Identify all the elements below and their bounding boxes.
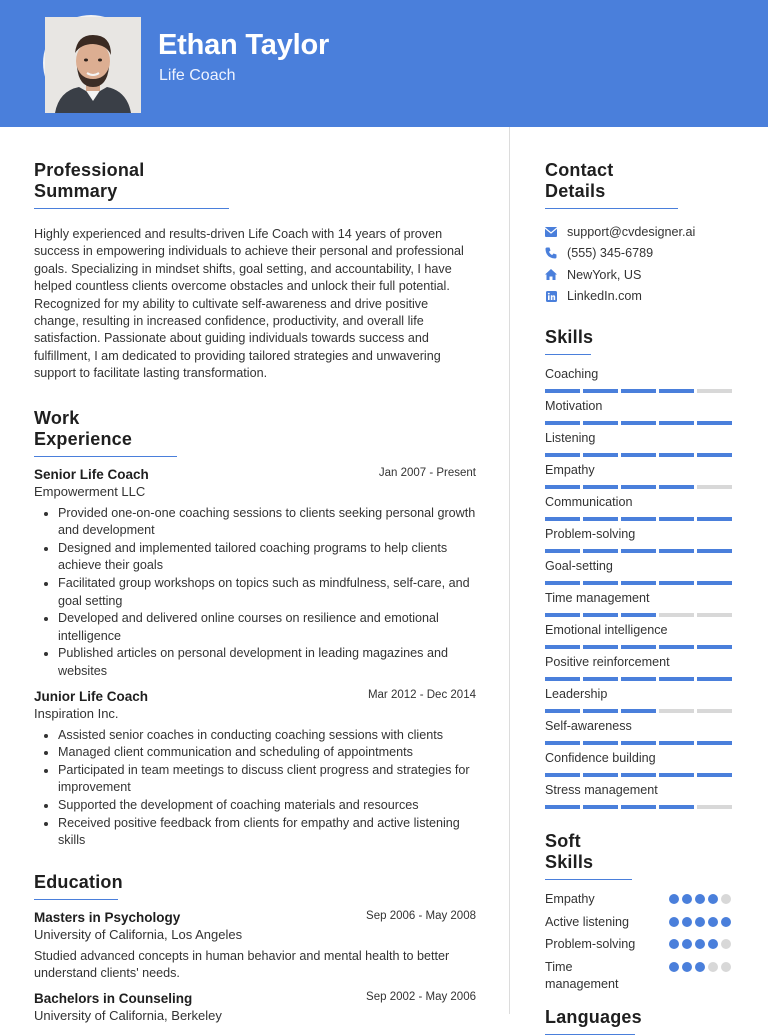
rating-dot (682, 962, 692, 972)
skill-level-segment (583, 773, 618, 777)
list-item: • Facilitated group workshops on topics such as mindfulness, self-care, and goal setting (58, 575, 476, 610)
section-title: Soft Skills (545, 831, 594, 872)
skill-level-segment (583, 453, 618, 457)
home-icon (545, 269, 557, 281)
linkedin-icon (545, 290, 557, 302)
section-title: Contact Details (545, 160, 614, 201)
skill-label: Coaching (545, 367, 599, 381)
list-item: • Managed client communication and scheduling of appointments (58, 744, 476, 762)
rating-dot (708, 939, 718, 949)
skill-item (545, 463, 735, 495)
skill-level-segment (697, 709, 732, 713)
skill-level-segment (545, 613, 580, 617)
portrait-image (45, 17, 141, 113)
skill-label: Confidence building (545, 751, 656, 765)
rating-dot (721, 939, 731, 949)
skill-level-bar (545, 773, 732, 777)
rating-dot (669, 917, 679, 927)
job-entry (34, 689, 476, 850)
soft-skill-label: Time management (545, 959, 619, 991)
soft-skill-rating (669, 894, 731, 904)
skill-level-segment (545, 421, 580, 425)
job-title: Senior Life Coach (34, 466, 149, 482)
rating-dot (721, 917, 731, 927)
candidate-name: Ethan Taylor (158, 29, 330, 61)
rating-dot (708, 962, 718, 972)
list-item: • Supported the development of coaching materials and resources (58, 797, 476, 815)
title-underline (34, 208, 229, 209)
list-item: • Participated in team meetings to discuss client progress and strategies for improvement (58, 762, 476, 797)
soft-skill-item (545, 891, 735, 914)
skill-level-segment (583, 709, 618, 713)
rating-dot (669, 939, 679, 949)
contact-linkedin[interactable] (545, 286, 735, 308)
skill-label: Listening (545, 431, 596, 445)
skills-list (545, 367, 735, 815)
skill-level-segment (697, 549, 732, 553)
skill-item (545, 623, 735, 655)
skill-level-segment (659, 485, 694, 489)
skill-label: Leadership (545, 687, 608, 701)
skill-level-segment (659, 613, 694, 617)
skill-level-segment (697, 421, 732, 425)
skill-label: Motivation (545, 399, 603, 413)
skill-level-segment (697, 485, 732, 489)
job-dates: Mar 2012 - Dec 2014 (367, 688, 476, 701)
education-dates: Sep 2002 - May 2006 (366, 990, 476, 1003)
phone-icon (545, 247, 557, 259)
skill-level-segment (621, 709, 656, 713)
skill-item (545, 559, 735, 591)
skill-level-segment (659, 645, 694, 649)
skill-level-bar (545, 645, 732, 649)
skill-level-segment (621, 421, 656, 425)
section-title: Professional Summary (34, 160, 145, 201)
skill-level-segment (659, 453, 694, 457)
list-item: • Provided one-on-one coaching sessions to clients seeking personal growth and development (58, 505, 476, 540)
skill-level-segment (659, 517, 694, 521)
skill-label: Stress management (545, 783, 658, 797)
skill-level-segment (583, 741, 618, 745)
email-icon (545, 226, 557, 238)
skill-level-segment (697, 389, 732, 393)
skills-heading (545, 327, 594, 355)
rating-dot (721, 894, 731, 904)
school-name: University of California, Berkeley (34, 1007, 222, 1023)
skill-level-bar (545, 389, 732, 393)
skill-level-segment (659, 677, 694, 681)
title-underline (545, 208, 678, 209)
skill-item (545, 655, 735, 687)
skill-level-segment (545, 773, 580, 777)
rating-dot (695, 894, 705, 904)
contact-phone[interactable] (545, 243, 735, 265)
rating-dot (721, 962, 731, 972)
skill-level-segment (621, 805, 656, 809)
skill-level-bar (545, 421, 732, 425)
skill-level-bar (545, 581, 732, 585)
degree-title: Masters in Psychology (34, 909, 181, 925)
list-item: • Developed and delivered online courses on resilience and emotional intelligence (58, 610, 476, 645)
education-entry (34, 991, 476, 1023)
rating-dot (708, 917, 718, 927)
title-underline (34, 899, 118, 900)
column-divider (509, 127, 510, 1014)
job-bullets (34, 727, 476, 850)
avatar (43, 15, 139, 111)
skill-item (545, 527, 735, 559)
skill-level-segment (583, 805, 618, 809)
languages-heading (545, 1006, 642, 1035)
skill-level-segment (583, 421, 618, 425)
skill-label: Positive reinforcement (545, 655, 670, 669)
title-underline (545, 1034, 635, 1035)
skill-label: Problem-solving (545, 527, 636, 541)
skill-level-segment (583, 549, 618, 553)
section-title: Languages (545, 1006, 642, 1027)
rating-dot (695, 962, 705, 972)
soft-skills-list (545, 891, 735, 997)
skill-level-segment (659, 389, 694, 393)
skill-item (545, 687, 735, 719)
list-item: • Assisted senior coaches in conducting coaching sessions with clients (58, 727, 476, 745)
skill-level-segment (583, 677, 618, 681)
skill-level-segment (583, 389, 618, 393)
section-title: Skills (545, 327, 594, 347)
skill-level-bar (545, 741, 732, 745)
job-bullets (34, 505, 476, 681)
title-underline (545, 354, 591, 355)
skill-level-segment (621, 741, 656, 745)
soft-skill-rating (669, 917, 731, 927)
linkedin-text: LinkedIn.com (567, 289, 642, 304)
skill-level-segment (659, 773, 694, 777)
list-item: • Received positive feedback from clients for empathy and active listening skills (58, 815, 476, 850)
skill-level-segment (583, 613, 618, 617)
soft-skill-label: Empathy (545, 892, 595, 906)
soft-skills-heading (545, 831, 632, 880)
email-text: support@cvdesigner.ai (567, 224, 696, 239)
skill-level-bar (545, 517, 732, 521)
rating-dot (695, 939, 705, 949)
skill-level-segment (621, 645, 656, 649)
skill-level-segment (697, 581, 732, 585)
rating-dot (708, 894, 718, 904)
skill-level-segment (583, 581, 618, 585)
skill-level-segment (545, 645, 580, 649)
skill-item (545, 495, 735, 527)
skill-level-segment (697, 741, 732, 745)
skill-level-segment (545, 517, 580, 521)
skill-level-segment (545, 485, 580, 489)
skill-label: Communication (545, 495, 633, 509)
skill-level-bar (545, 709, 732, 713)
soft-skill-item (545, 914, 735, 937)
phone-text: (555) 345-6789 (567, 246, 654, 261)
contact-email[interactable] (545, 221, 735, 243)
skill-level-segment (659, 421, 694, 425)
main-column (34, 127, 476, 1023)
soft-skill-rating (669, 939, 731, 949)
skill-level-bar (545, 613, 732, 617)
rating-dot (682, 894, 692, 904)
school-name: University of California, Los Angeles (34, 926, 243, 942)
skill-label: Empathy (545, 463, 595, 477)
skill-level-bar (545, 485, 732, 489)
skill-level-segment (659, 805, 694, 809)
education-description: Studied advanced concepts in human behavior and mental health to better understand clients' needs. (34, 948, 450, 981)
skill-level-segment (697, 613, 732, 617)
contact-list (545, 221, 735, 307)
skill-level-segment (621, 389, 656, 393)
skill-level-segment (545, 389, 580, 393)
skill-level-segment (621, 581, 656, 585)
soft-skill-rating (669, 962, 731, 972)
skill-level-segment (545, 581, 580, 585)
skill-level-segment (659, 741, 694, 745)
experience-heading (34, 408, 177, 457)
soft-skill-label: Problem-solving (545, 937, 636, 951)
skill-level-segment (659, 709, 694, 713)
skill-item (545, 431, 735, 463)
list-item: • Designed and implemented tailored coaching programs to help clients achieve their goals (58, 540, 476, 575)
skill-level-segment (545, 677, 580, 681)
skill-level-segment (697, 453, 732, 457)
skill-level-segment (697, 517, 732, 521)
rating-dot (669, 894, 679, 904)
summary-text: Highly experienced and results-driven Life Coach with 14 years of proven success in empowering individuals to achieve their personal and professional goals. Specializing in mindset shifts, goal setting, and accountability, I have helped countless clients overcome obstacles and unlock their full potential. Recognized for my ability to cultivate self-awareness and drive positive change, resulting in increased confidence, productivity, and overall life satisfaction. Passionate about guiding individuals towards success and fulfillment, I am dedicated to providing tailored strategies and unwavering support to facilitate lasting transformation. (34, 227, 464, 381)
skill-level-segment (621, 517, 656, 521)
skill-level-segment (697, 805, 732, 809)
job-title: Junior Life Coach (34, 688, 149, 704)
skill-item (545, 719, 735, 751)
soft-skill-label: Active listening (545, 914, 629, 929)
sidebar-column (545, 127, 735, 1035)
title-underline (34, 456, 177, 457)
skill-level-segment (545, 453, 580, 457)
skill-item (545, 783, 735, 815)
skill-label: Goal-setting (545, 559, 613, 573)
skill-level-segment (583, 517, 618, 521)
skill-level-bar (545, 453, 732, 457)
skill-item (545, 751, 735, 783)
degree-title: Bachelors in Counseling (34, 990, 193, 1006)
section-title: Work Experience (34, 407, 133, 449)
rating-dot (682, 917, 692, 927)
skill-level-segment (697, 645, 732, 649)
section-title: Education (34, 871, 123, 892)
skill-level-segment (621, 677, 656, 681)
skill-level-segment (583, 485, 618, 489)
skill-item (545, 591, 735, 623)
contact-location (545, 264, 735, 286)
soft-skill-item (545, 936, 735, 959)
job-company: Inspiration Inc. (34, 705, 119, 721)
job-company: Empowerment LLC (34, 483, 146, 499)
title-underline (545, 879, 632, 880)
skill-level-bar (545, 549, 732, 553)
skill-level-segment (659, 581, 694, 585)
education-heading (34, 871, 123, 900)
skill-level-segment (621, 773, 656, 777)
rating-dot (669, 962, 679, 972)
rating-dot (695, 917, 705, 927)
skill-level-segment (545, 805, 580, 809)
skill-item (545, 367, 735, 399)
header-banner (0, 0, 768, 127)
skill-level-segment (545, 549, 580, 553)
skill-level-bar (545, 805, 732, 809)
skill-level-bar (545, 677, 732, 681)
education-dates: Sep 2006 - May 2008 (366, 909, 476, 922)
job-entry (34, 467, 476, 681)
skill-level-segment (697, 773, 732, 777)
skill-label: Time management (545, 591, 650, 605)
skill-level-segment (697, 677, 732, 681)
skill-label: Emotional intelligence (545, 623, 668, 637)
education-entry (34, 910, 476, 983)
candidate-role: Life Coach (159, 67, 236, 84)
skill-level-segment (583, 645, 618, 649)
rating-dot (682, 939, 692, 949)
skill-level-segment (545, 709, 580, 713)
contact-heading (545, 160, 678, 209)
list-item: • Published articles on personal development in leading magazines and websites (58, 645, 476, 680)
skill-level-segment (659, 549, 694, 553)
skill-level-segment (621, 485, 656, 489)
skill-level-segment (621, 549, 656, 553)
skill-level-segment (621, 613, 656, 617)
skill-label: Self-awareness (545, 719, 632, 733)
skill-level-segment (545, 741, 580, 745)
location-text: NewYork, US (567, 267, 642, 282)
soft-skill-item (545, 959, 735, 997)
job-dates: Jan 2007 - Present (378, 466, 476, 479)
summary-heading (34, 160, 229, 209)
skill-item (545, 399, 735, 431)
skill-level-segment (621, 453, 656, 457)
